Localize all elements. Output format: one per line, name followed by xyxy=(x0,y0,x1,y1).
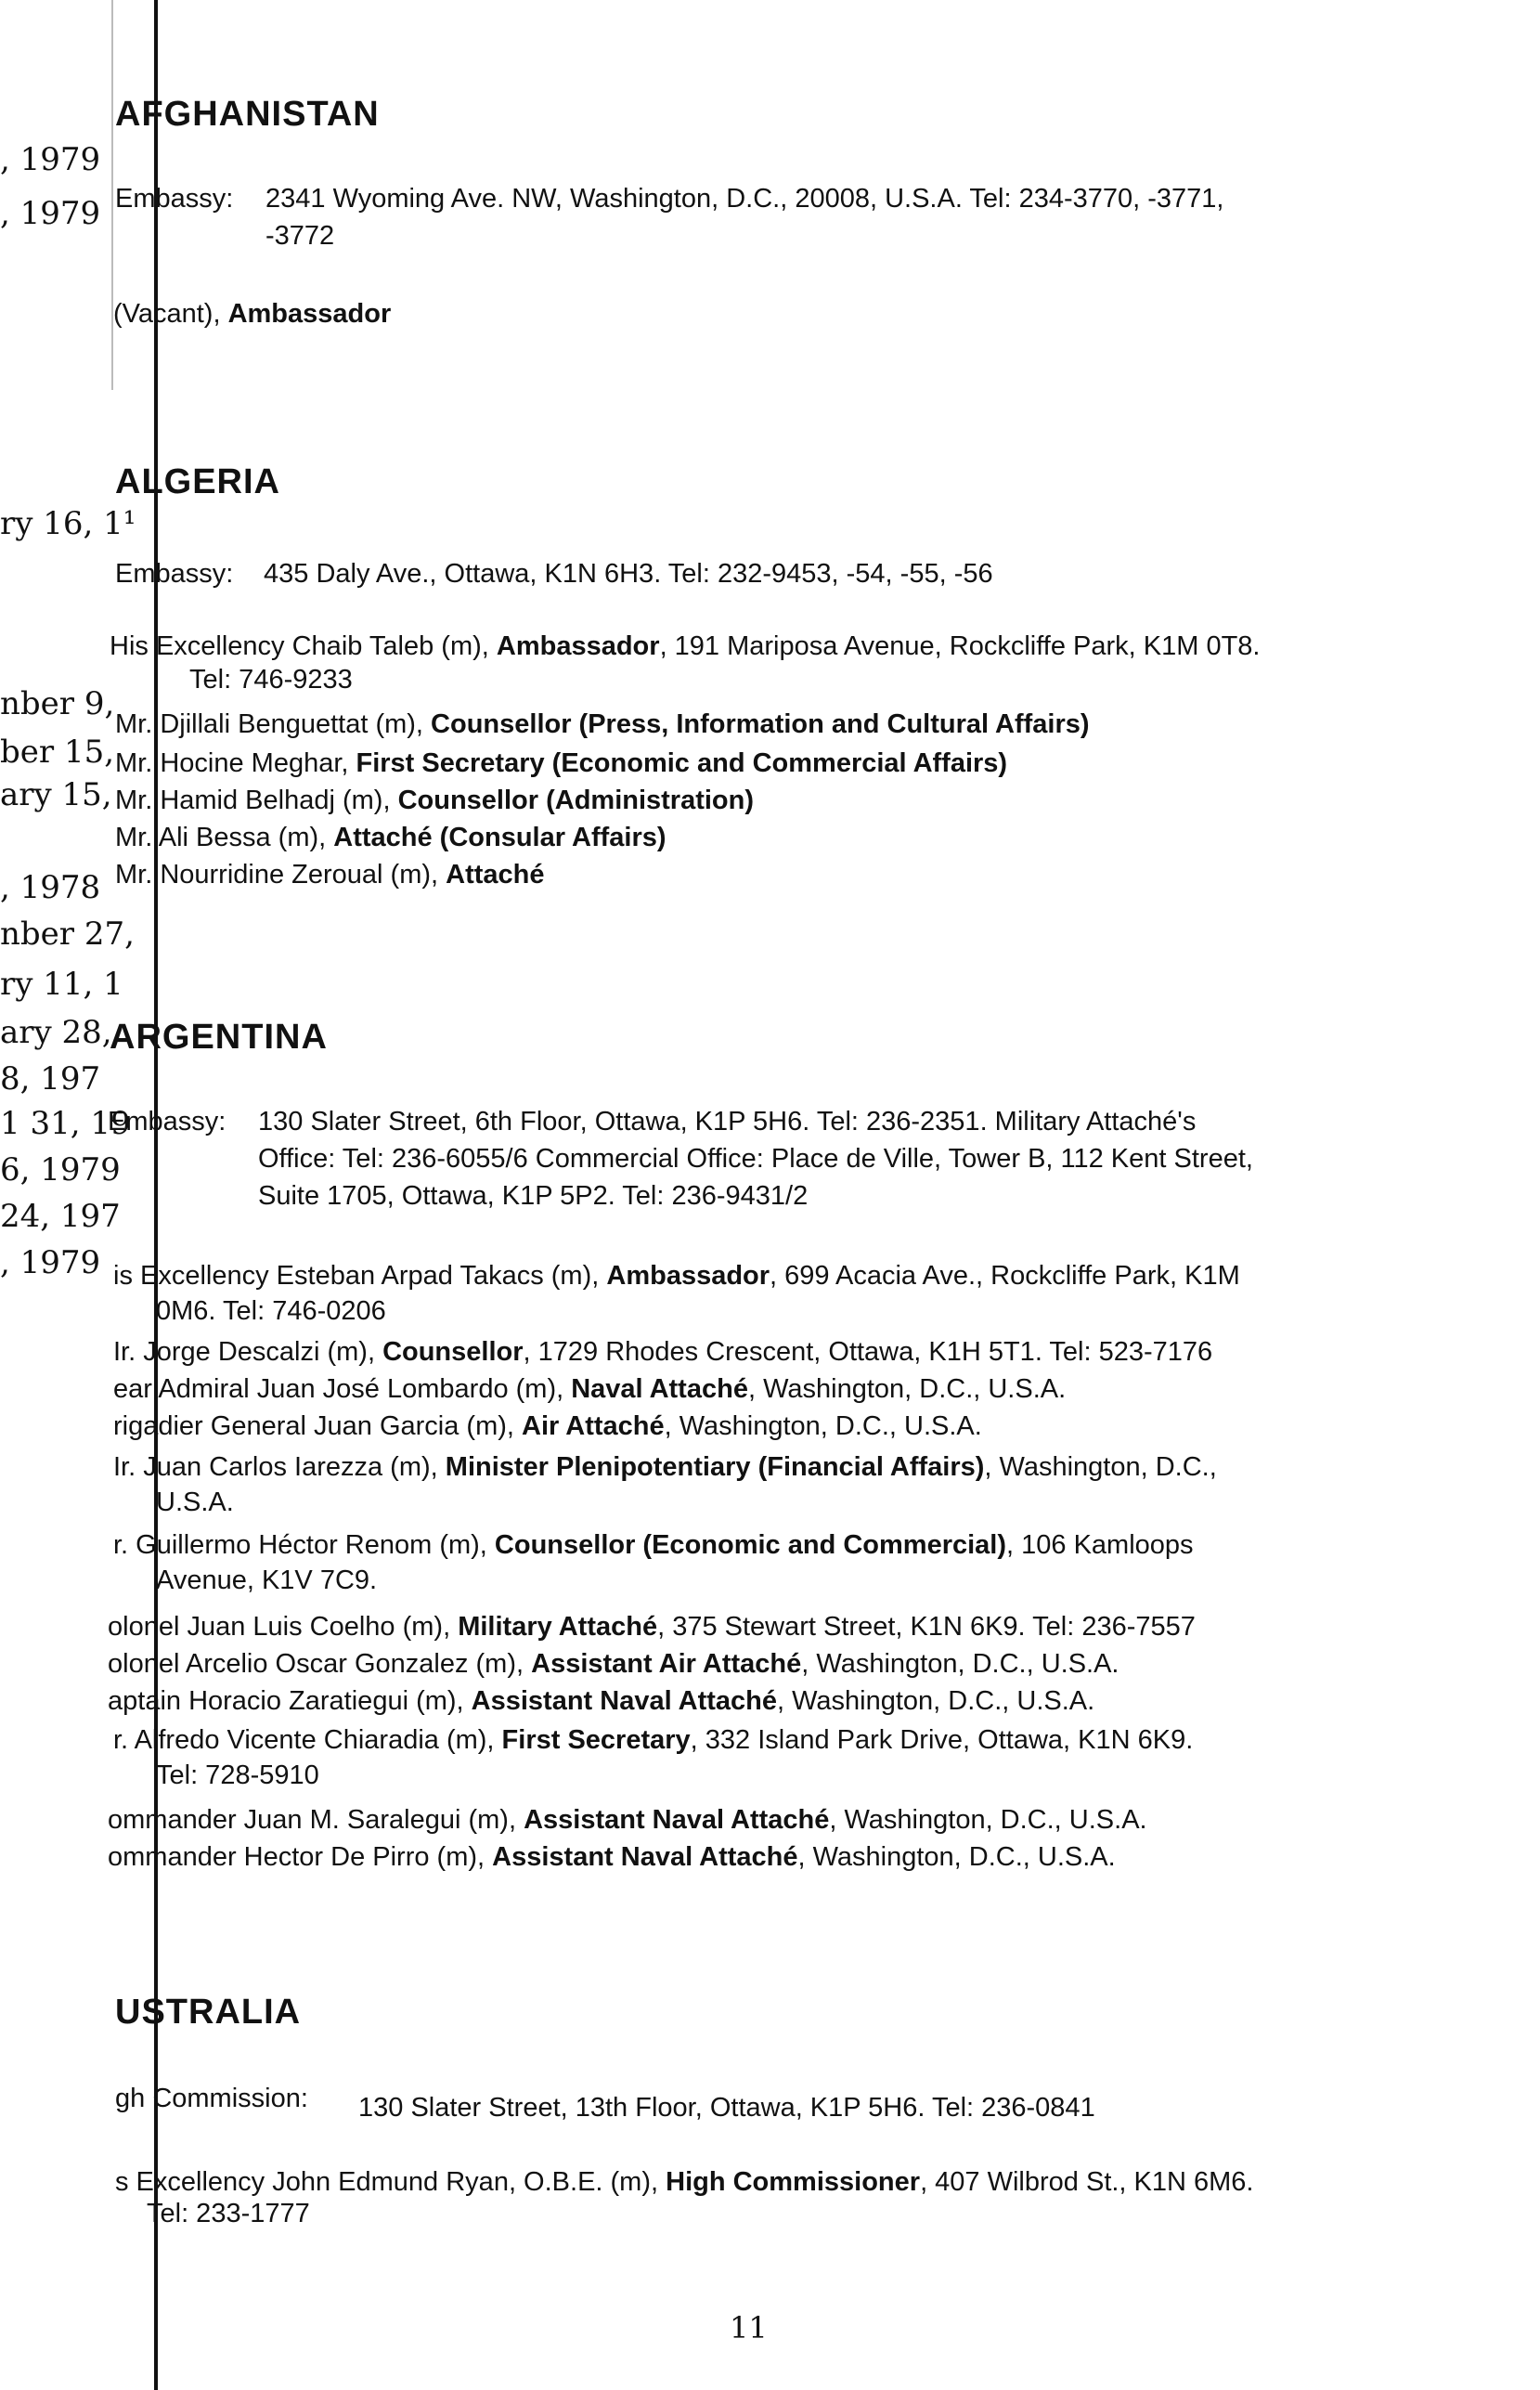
country-heading: ALGERIA xyxy=(115,462,280,501)
staff-tel: Tel: 746-9233 xyxy=(189,665,353,695)
staff-tel: Tel: 728-5910 xyxy=(156,1760,319,1790)
staff-title: Attaché xyxy=(446,860,545,890)
staff-address: , Washington, D.C., U.S.A. xyxy=(776,1686,1095,1716)
staff-title: Counsellor xyxy=(382,1337,524,1367)
staff-entry xyxy=(108,1842,1116,1873)
staff-entry xyxy=(108,1649,1119,1680)
staff-address: , 332 Island Park Drive, Ottawa, K1N 6K9. xyxy=(690,1725,1194,1755)
staff-title: Ambassador xyxy=(606,1261,770,1291)
staff-title: Assistant Air Attaché xyxy=(531,1649,802,1679)
staff-name: aptain Horacio Zaratiegui (m), xyxy=(108,1686,472,1716)
margin-fragment: ary 28, xyxy=(0,1014,112,1051)
embassy-address-cont: -3772 xyxy=(265,221,335,251)
staff-address: U.S.A. xyxy=(156,1487,234,1517)
staff-entry-cont xyxy=(156,1487,234,1518)
embassy-address: 435 Daly Ave., Ottawa, K1N 6H3. Tel: 232-9453, -54, -55, -56 xyxy=(264,559,993,589)
staff-address: , 1729 Rhodes Crescent, Ottawa, K1H 5T1. Tel: 523-7176 xyxy=(523,1337,1213,1367)
staff-title: Assistant Naval Attaché xyxy=(492,1842,798,1872)
embassy-address: 2341 Wyoming Ave. NW, Washington, D.C., 20008, U.S.A. Tel: 234-3770, -3771, xyxy=(265,184,1224,214)
staff-entry xyxy=(108,1805,1147,1836)
staff-entry xyxy=(113,1261,1240,1292)
gutter-line-faint xyxy=(111,0,113,390)
staff-title: Naval Attaché xyxy=(571,1374,748,1404)
staff-address: , 699 Acacia Ave., Rockcliffe Park, K1M xyxy=(770,1261,1240,1291)
staff-name: r. Guillermo Héctor Renom (m), xyxy=(113,1530,495,1560)
staff-entry xyxy=(113,1411,982,1442)
staff-title: Attaché (Consular Affairs) xyxy=(333,823,666,852)
staff-name: Mr. Ali Bessa (m), xyxy=(115,823,334,852)
staff-name: r. Alfredo Vicente Chiaradia (m), xyxy=(113,1725,502,1755)
staff-address: , Washington, D.C., U.S.A. xyxy=(829,1805,1147,1835)
staff-title: Counsellor (Administration) xyxy=(397,786,755,815)
staff-title: Ambassador xyxy=(227,299,392,329)
staff-title: Military Attaché xyxy=(458,1612,658,1642)
staff-entry xyxy=(115,709,1090,740)
country-heading: ARGENTINA xyxy=(110,1018,328,1057)
staff-tel: Tel: 233-1777 xyxy=(147,2199,310,2228)
staff-entry xyxy=(115,2167,1254,2198)
staff-address: , 407 Wilbrod St., K1N 6M6. xyxy=(920,2167,1254,2197)
staff-entry-cont xyxy=(189,665,353,695)
staff-title: Counsellor (Economic and Commercial) xyxy=(494,1530,1007,1560)
staff-title: Minister Plenipotentiary (Financial Affairs) xyxy=(445,1452,985,1482)
staff-title: High Commissioner xyxy=(666,2167,921,2197)
staff-entry xyxy=(108,1686,1094,1717)
staff-entry xyxy=(115,860,545,890)
staff-address: , Washington, D.C., U.S.A. xyxy=(747,1374,1067,1404)
margin-fragment: , 1979 xyxy=(0,1244,101,1281)
staff-address: , 191 Mariposa Avenue, Rockcliffe Park, K1M 0T8. xyxy=(659,631,1261,661)
staff-name: (Vacant), xyxy=(113,299,228,329)
staff-name: Ir. Jorge Descalzi (m), xyxy=(113,1337,383,1367)
margin-fragment: ary 15, xyxy=(0,776,112,813)
staff-entry xyxy=(113,1337,1212,1368)
embassy-label: Embassy: xyxy=(115,184,234,214)
staff-name: olonel Arcelio Oscar Gonzalez (m), xyxy=(108,1649,532,1679)
embassy-address-cont: Suite 1705, Ottawa, K1P 5P2. Tel: 236-9431/2 xyxy=(258,1181,809,1211)
country-heading: AFGHANISTAN xyxy=(115,95,380,134)
staff-name: Ir. Juan Carlos Iarezza (m), xyxy=(113,1452,446,1482)
margin-fragment: , 1979 xyxy=(0,195,101,232)
staff-name: His Excellency Chaib Taleb (m), xyxy=(110,631,497,661)
staff-name: ommander Juan M. Saralegui (m), xyxy=(108,1805,524,1835)
staff-address: , Washington, D.C., xyxy=(984,1452,1217,1482)
staff-address: , 106 Kamloops xyxy=(1006,1530,1194,1560)
margin-fragment: 8, 197 xyxy=(0,1060,101,1098)
margin-fragment: nber 27, xyxy=(0,916,135,953)
staff-entry xyxy=(115,823,666,853)
margin-fragment: ber 15, xyxy=(0,734,115,771)
margin-fragment: 1 31, 19 xyxy=(0,1105,131,1142)
staff-address: Avenue, K1V 7C9. xyxy=(156,1565,378,1595)
staff-title: Assistant Naval Attaché xyxy=(524,1805,830,1835)
staff-title: Assistant Naval Attaché xyxy=(471,1686,777,1716)
staff-entry xyxy=(110,631,1260,662)
margin-fragment: nber 9, xyxy=(0,685,115,722)
staff-name: Mr. Hamid Belhadj (m), xyxy=(115,786,398,815)
embassy-label: Embassy: xyxy=(108,1107,226,1137)
office-address: 130 Slater Street, 13th Floor, Ottawa, K1P 5H6. Tel: 236-0841 xyxy=(358,2093,1095,2123)
staff-name: Mr. Djillali Benguettat (m), xyxy=(115,709,432,739)
staff-entry xyxy=(113,1725,1193,1756)
embassy-label: Embassy: xyxy=(115,559,234,589)
margin-fragment: ry 11, 1 xyxy=(0,966,123,1003)
staff-title: Air Attaché xyxy=(522,1411,665,1441)
margin-fragment: , 1978 xyxy=(0,869,101,906)
staff-address: , 375 Stewart Street, K1N 6K9. Tel: 236-7557 xyxy=(657,1612,1196,1642)
country-heading: USTRALIA xyxy=(115,1993,302,2032)
page-number: 11 xyxy=(730,2310,768,2345)
margin-fragment: ry 16, 1¹ xyxy=(0,505,136,542)
staff-entry xyxy=(115,786,754,816)
margin-fragment: 24, 197 xyxy=(0,1198,121,1235)
staff-entry-cont xyxy=(156,1760,319,1791)
staff-entry xyxy=(113,1374,1066,1405)
staff-title: First Secretary (Economic and Commercial Affairs) xyxy=(356,748,1008,778)
staff-name: Mr. Nourridine Zeroual (m), xyxy=(115,860,446,890)
staff-title: Ambassador xyxy=(496,631,660,661)
staff-entry xyxy=(108,1612,1196,1643)
embassy-address: 130 Slater Street, 6th Floor, Ottawa, K1P 5H6. Tel: 236-2351. Military Attaché's xyxy=(258,1107,1197,1137)
staff-address: , Washington, D.C., U.S.A. xyxy=(664,1411,982,1441)
staff-entry xyxy=(113,1530,1194,1561)
staff-entry-cont xyxy=(156,1296,386,1327)
staff-name: is Excellency Esteban Arpad Takacs (m), xyxy=(113,1261,607,1291)
staff-title: First Secretary xyxy=(501,1725,691,1755)
margin-fragment: 6, 1979 xyxy=(0,1151,121,1189)
staff-title: Counsellor (Press, Information and Cultural Affairs) xyxy=(431,709,1090,739)
staff-name: s Excellency John Edmund Ryan, O.B.E. (m), xyxy=(115,2167,666,2197)
margin-fragment: , 1979 xyxy=(0,141,101,178)
staff-name: ear Admiral Juan José Lombardo (m), xyxy=(113,1374,572,1404)
head-of-mission xyxy=(113,299,391,330)
staff-tel: 0M6. Tel: 746-0206 xyxy=(156,1296,386,1326)
staff-entry xyxy=(115,748,1007,779)
staff-name: ommander Hector De Pirro (m), xyxy=(108,1842,493,1872)
staff-address: , Washington, D.C., U.S.A. xyxy=(801,1649,1119,1679)
staff-entry-cont xyxy=(156,1565,377,1596)
staff-name: rigadier General Juan Garcia (m), xyxy=(113,1411,522,1441)
staff-name: Mr. Hocine Meghar, xyxy=(115,748,356,778)
embassy-address-cont: Office: Tel: 236-6055/6 Commercial Office: Place de Ville, Tower B, 112 Kent Street, xyxy=(258,1144,1253,1174)
office-label: gh Commission: xyxy=(115,2084,308,2113)
staff-name: olonel Juan Luis Coelho (m), xyxy=(108,1612,459,1642)
staff-entry-cont xyxy=(147,2199,310,2229)
staff-address: , Washington, D.C., U.S.A. xyxy=(797,1842,1116,1872)
staff-entry xyxy=(113,1452,1217,1483)
